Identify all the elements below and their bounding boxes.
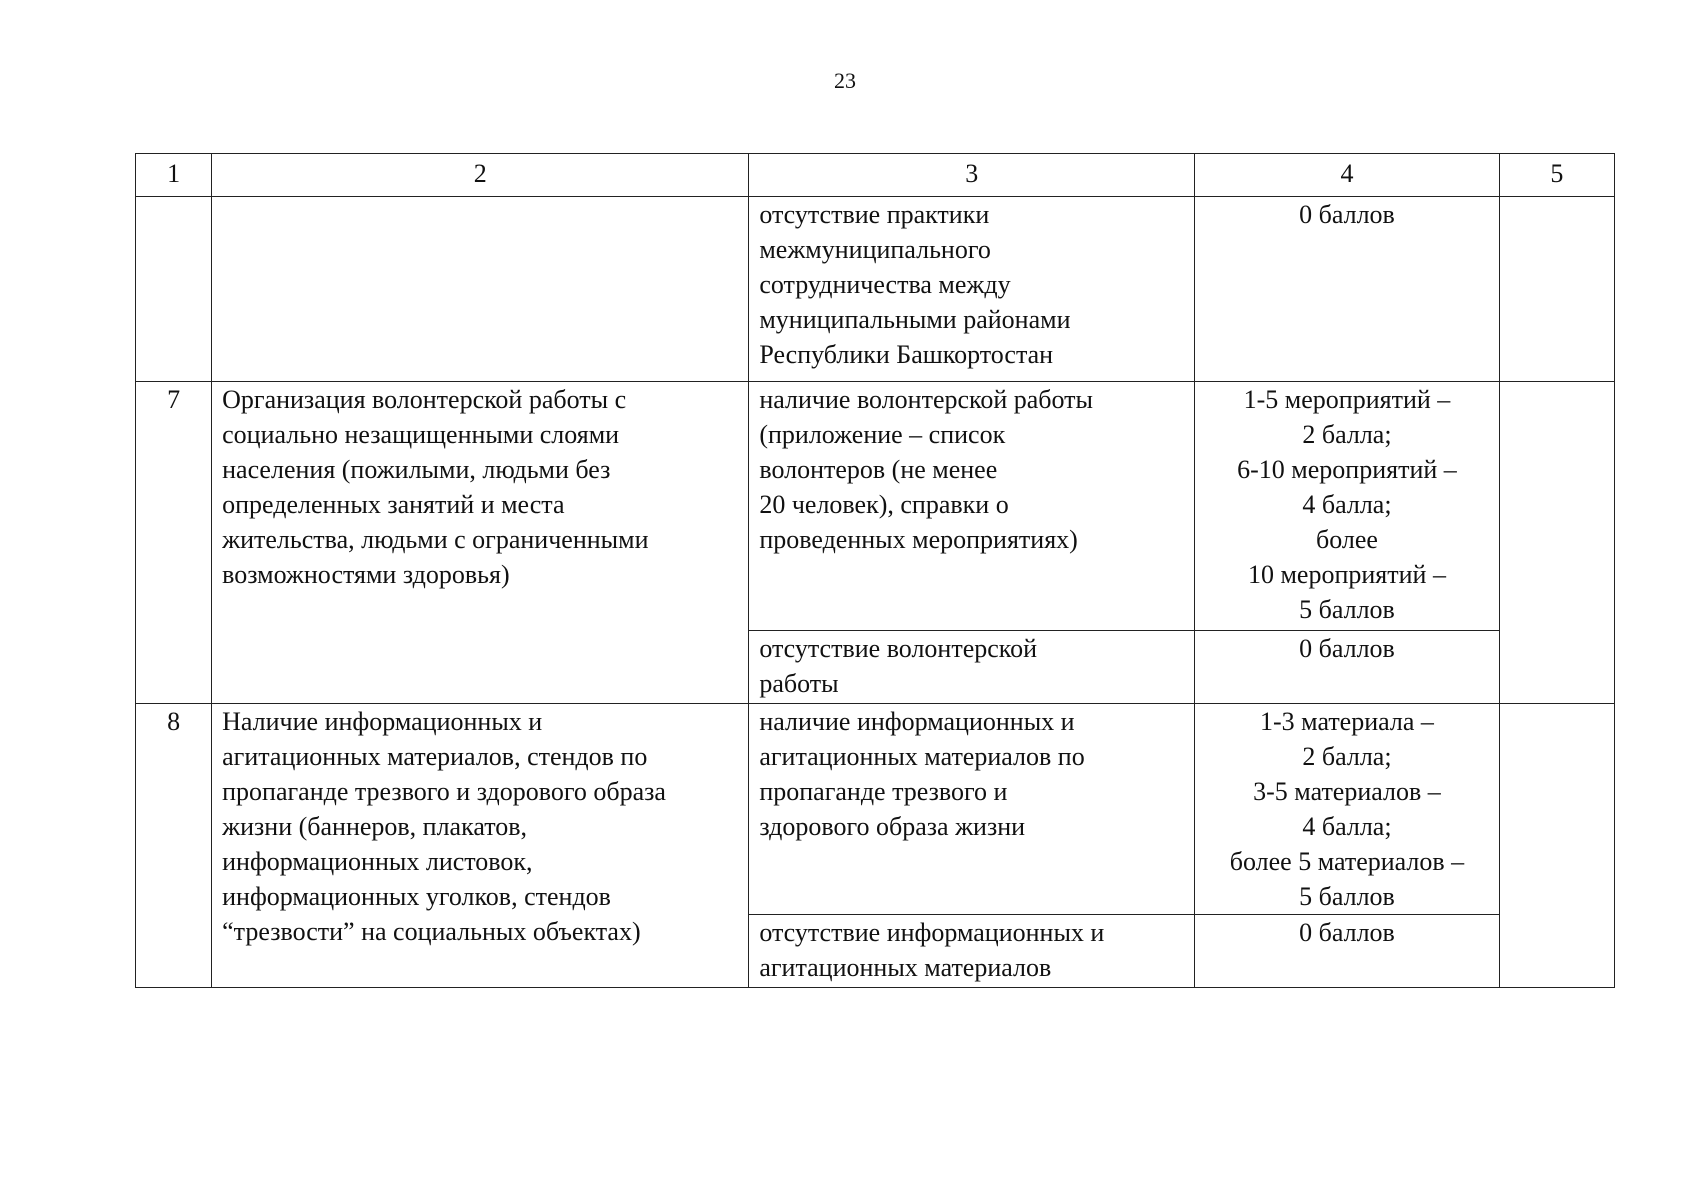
text-line: информационных листовок, (222, 847, 533, 876)
text-line: работы (759, 669, 839, 698)
cell-score (1195, 704, 1500, 915)
col-header-5: 5 (1499, 154, 1614, 197)
text-line: 5 баллов (1299, 882, 1395, 911)
text-line: межмуниципального (759, 235, 991, 264)
text-line: населения (пожилыми, людьми без (222, 455, 611, 484)
cell-score (1195, 915, 1500, 988)
text-line: определенных занятий и места (222, 490, 565, 519)
cell-condition (749, 915, 1195, 988)
table-row-7 (136, 382, 1615, 631)
cell-num: 7 (136, 382, 212, 704)
col-header-3: 3 (749, 154, 1195, 197)
text-line: 10 мероприятий – (1247, 560, 1446, 589)
text-line: отсутствие волонтерской (759, 634, 1038, 663)
cell-score (1195, 382, 1500, 631)
col-header-4: 4 (1195, 154, 1500, 197)
text-line: Организация волонтерской работы с (222, 385, 627, 414)
table-header-row (136, 154, 1615, 197)
text-line: отсутствие информационных и (759, 918, 1105, 947)
text-line: 6-10 мероприятий – (1237, 455, 1457, 484)
text-line: здорового образа жизни (759, 812, 1026, 841)
text-line: 20 человек), справки о (759, 490, 1009, 519)
cell-note (1499, 197, 1614, 382)
text-line: “трезвости” на социальных объектах) (222, 917, 641, 946)
text-line: отсутствие практики (759, 200, 990, 229)
text-line: жительства, людьми с ограниченными (222, 525, 649, 554)
cell-condition (749, 382, 1195, 631)
text-line: 4 балла; (1302, 490, 1392, 519)
table-row-continuation (136, 197, 1615, 382)
text-line: более (1315, 525, 1378, 554)
text-line: пропаганде трезвого и (759, 777, 1008, 806)
cell-note (1499, 704, 1614, 988)
text-line: агитационных материалов, стендов по (222, 742, 648, 771)
col-header-2: 2 (212, 154, 749, 197)
text-line: волонтеров (не менее (759, 455, 998, 484)
col-header-1: 1 (136, 154, 212, 197)
cell-num: 8 (136, 704, 212, 988)
text-line: 4 балла; (1302, 812, 1392, 841)
page-number: 23 (834, 68, 856, 93)
table-row-8 (136, 704, 1615, 915)
text-line: пропаганде трезвого и здорового образа (222, 777, 666, 806)
text-line: наличие информационных и (759, 707, 1075, 736)
cell-name (212, 197, 749, 382)
text-line: проведенных мероприятиях) (759, 525, 1078, 554)
cell-score (1195, 631, 1500, 704)
text-line: муниципальными районами (759, 305, 1071, 334)
cell-condition (749, 631, 1195, 704)
text-line: 1-3 материала – (1260, 707, 1434, 736)
text-line: наличие волонтерской работы (759, 385, 1094, 414)
cell-name (212, 382, 749, 704)
cell-name (212, 704, 749, 988)
text-line: 5 баллов (1299, 595, 1395, 624)
text-line: 0 баллов (1299, 918, 1395, 947)
cell-score (1195, 197, 1500, 382)
text-line: 0 баллов (1299, 634, 1395, 663)
text-line: агитационных материалов (759, 953, 1052, 982)
text-line: сотрудничества между (759, 270, 1011, 299)
text-line: жизни (баннеров, плакатов, (222, 812, 528, 841)
text-line: (приложение – список (759, 420, 1006, 449)
cell-condition (749, 704, 1195, 915)
cell-condition (749, 197, 1195, 382)
text-line: 2 балла; (1302, 420, 1392, 449)
text-line: возможностями здоровья) (222, 560, 510, 589)
text-line: информационных уголков, стендов (222, 882, 611, 911)
cell-note (1499, 382, 1614, 704)
text-line: 2 балла; (1302, 742, 1392, 771)
text-line: 3-5 материалов – (1253, 777, 1441, 806)
text-line: 0 баллов (1299, 200, 1395, 229)
text-line: социально незащищенными слоями (222, 420, 620, 449)
cell-num (136, 197, 212, 382)
text-line: более 5 материалов – (1229, 847, 1465, 876)
text-line: Наличие информационных и (222, 707, 543, 736)
text-line: 1-5 мероприятий – (1243, 385, 1451, 414)
text-line: агитационных материалов по (759, 742, 1085, 771)
criteria-table (135, 153, 1615, 988)
text-line: Республики Башкортостан (759, 340, 1054, 369)
